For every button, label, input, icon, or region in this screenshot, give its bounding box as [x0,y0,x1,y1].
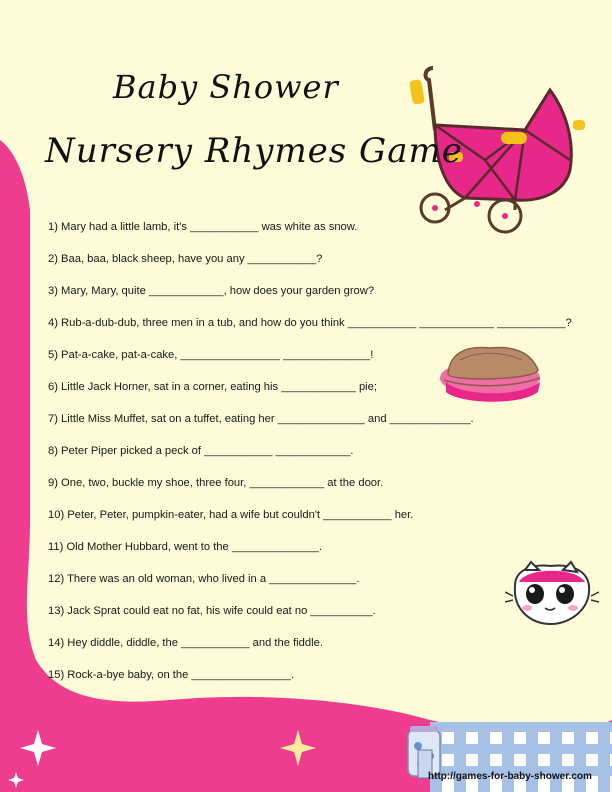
cat-face-icon [505,560,600,630]
question-item: 15) Rock-a-bye baby, on the ________________. [48,669,295,681]
question-item: 5) Pat-a-cake, pat-a-cake, ________________ ______________! [48,349,374,361]
question-item: 9) One, two, buckle my shoe, three four, ____________ at the door. [48,477,384,489]
question-item: 6) Little Jack Horner, sat in a corner, eating his ____________ pie; [48,381,377,393]
pie-icon [440,340,560,410]
question-item: 8) Peter Piper picked a peck of ___________ ____________. [48,445,354,457]
question-item: 11) Old Mother Hubbard, went to the ______________. [48,541,323,553]
page-title-line-2: Nursery Rhymes Game [45,131,463,171]
question-item: 14) Hey diddle, diddle, the ___________ and the fiddle. [48,637,323,649]
page-title-line-1: Baby Shower [113,68,339,106]
question-item: 10) Peter, Peter, pumpkin-eater, had a wife but couldn't ___________ her. [48,509,414,521]
question-item: 4) Rub-a-dub-dub, three men in a tub, and how do you think ___________ ____________ ___________? [48,317,572,329]
question-item: 2) Baa, baa, black sheep, have you any ___________? [48,253,323,265]
question-item: 7) Little Miss Muffet, sat on a tuffet, eating her ______________ and _____________. [48,413,474,425]
question-item: 13) Jack Sprat could eat no fat, his wife could eat no __________. [48,605,376,617]
question-item: 3) Mary, Mary, quite ____________, how does your garden grow? [48,285,375,297]
question-item: 1) Mary had a little lamb, it's ___________ was white as snow. [48,221,358,233]
footer-website-link[interactable]: http://games-for-baby-shower.com [428,771,592,782]
question-item: 12) There was an old woman, who lived in a ______________. [48,573,360,585]
